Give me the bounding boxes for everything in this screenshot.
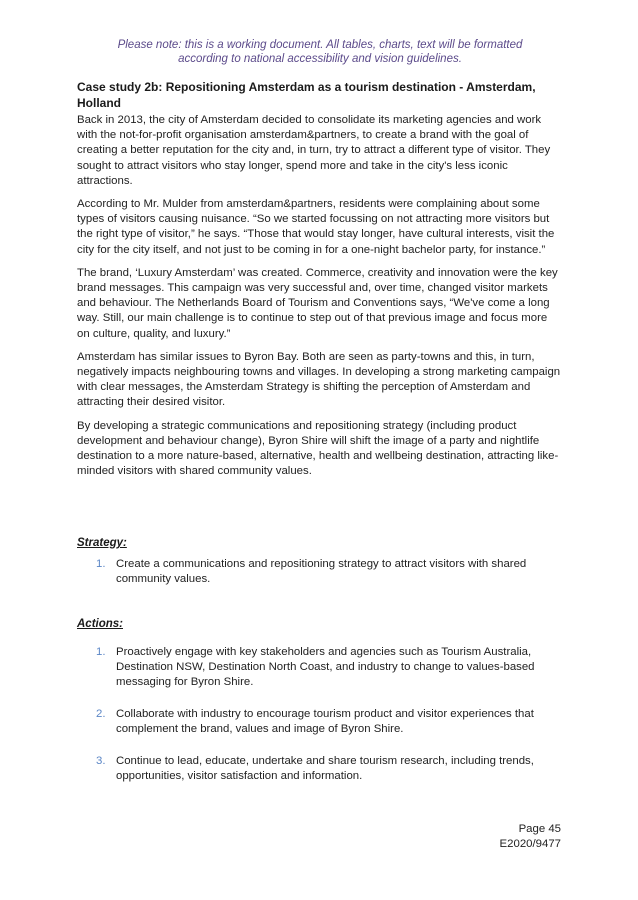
list-number: 1. (96, 646, 106, 658)
notice-line-1: Please note: this is a working document. All tables, charts, text will be formatted (117, 39, 523, 51)
heading-line-2: Holland (77, 96, 121, 110)
list-item-text: Create a communications and repositioning strategy to attract visitors with shared community values. (116, 558, 527, 586)
heading-line-1: Case study 2b: Repositioning Amsterdam as a tourism destination - Amsterdam, (77, 80, 536, 94)
case-study-heading (77, 79, 567, 111)
paragraph-2: According to Mr. Mulder from amsterdam&partners, residents were complaining about some types of visitors causing nuisance. “So we started focussing on not attracting more visitors but the right type of visitor,” he says. “Those that would stay longer, have cultural interests, visit the city for the city itself, and not just to be coming in for a one-night bachelor party, for instance.” (77, 198, 555, 256)
actions-list-item-3 (96, 754, 566, 784)
paragraph-5: By developing a strategic communications and repositioning strategy (including product development and behaviour change), Byron Shire will shift the image of a party and nightlife destination to a more nature-based, alternative, health and wellbeing destination, attracting like-minded visitors with shared community values. (77, 419, 559, 478)
accessibility-notice (60, 38, 580, 66)
strategy-title: Strategy: (77, 537, 127, 549)
strategy-list (96, 557, 566, 587)
case-study-body (77, 113, 563, 487)
action-item (96, 754, 566, 784)
paragraph-4: Amsterdam has similar issues to Byron Bay. Both are seen as party-towns and this, in turn, negatively impacts neighbouring towns and villages. In developing a strong marketing campaign with clear messages, the Amsterdam Strategy is shifting the perception of Amsterdam and attracting their desired visitor. (77, 350, 561, 409)
actions-list-item-1 (96, 645, 566, 691)
page-footer (500, 822, 561, 852)
list-number: 2. (96, 708, 106, 720)
actions-title: Actions: (77, 618, 123, 630)
strategy-item (96, 557, 566, 587)
notice-line-2: according to national accessibility and vision guidelines. (178, 53, 462, 65)
list-number: 1. (96, 558, 106, 570)
page-number: Page 45 (518, 823, 561, 835)
paragraph-1: Back in 2013, the city of Amsterdam decided to consolidate its marketing agencies and work with the not-for-profit organisation amsterdam&partners, to create a brand with the goal of creating a better reputation for the city and, in turn, try to attract a different type of visitor. They sought to attract visitors who stay longer, spend more and take in the city's less iconic attractions. (77, 114, 551, 187)
list-item-text: Continue to lead, educate, undertake and share tourism research, including trends, opportunities, visitor satisfaction and information. (116, 755, 534, 783)
paragraph-3: The brand, ‘Luxury Amsterdam’ was created. Commerce, creativity and innovation were the key brand messages. This campaign was very successful and, over time, changed visitor markets and behaviour. The Netherlands Board of Tourism and Conventions says, “We've come a long way. Still, our main challenge is to continue to step out of that previous image and focus more on culture, quality, and luxury.” (77, 266, 558, 340)
list-item-text: Collaborate with industry to encourage tourism product and visitor experiences that complement the brand, values and image of Byron Shire. (116, 708, 534, 736)
list-item-text: Proactively engage with key stakeholders and agencies such as Tourism Australia, Destination NSW, Destination North Coast, and industry to change to values-based messaging for Byron Shire. (116, 646, 535, 689)
action-item (96, 707, 566, 737)
document-reference: E2020/9477 (499, 838, 561, 850)
action-item (96, 645, 566, 691)
list-number: 3. (96, 755, 106, 767)
actions-list-item-2 (96, 707, 566, 737)
